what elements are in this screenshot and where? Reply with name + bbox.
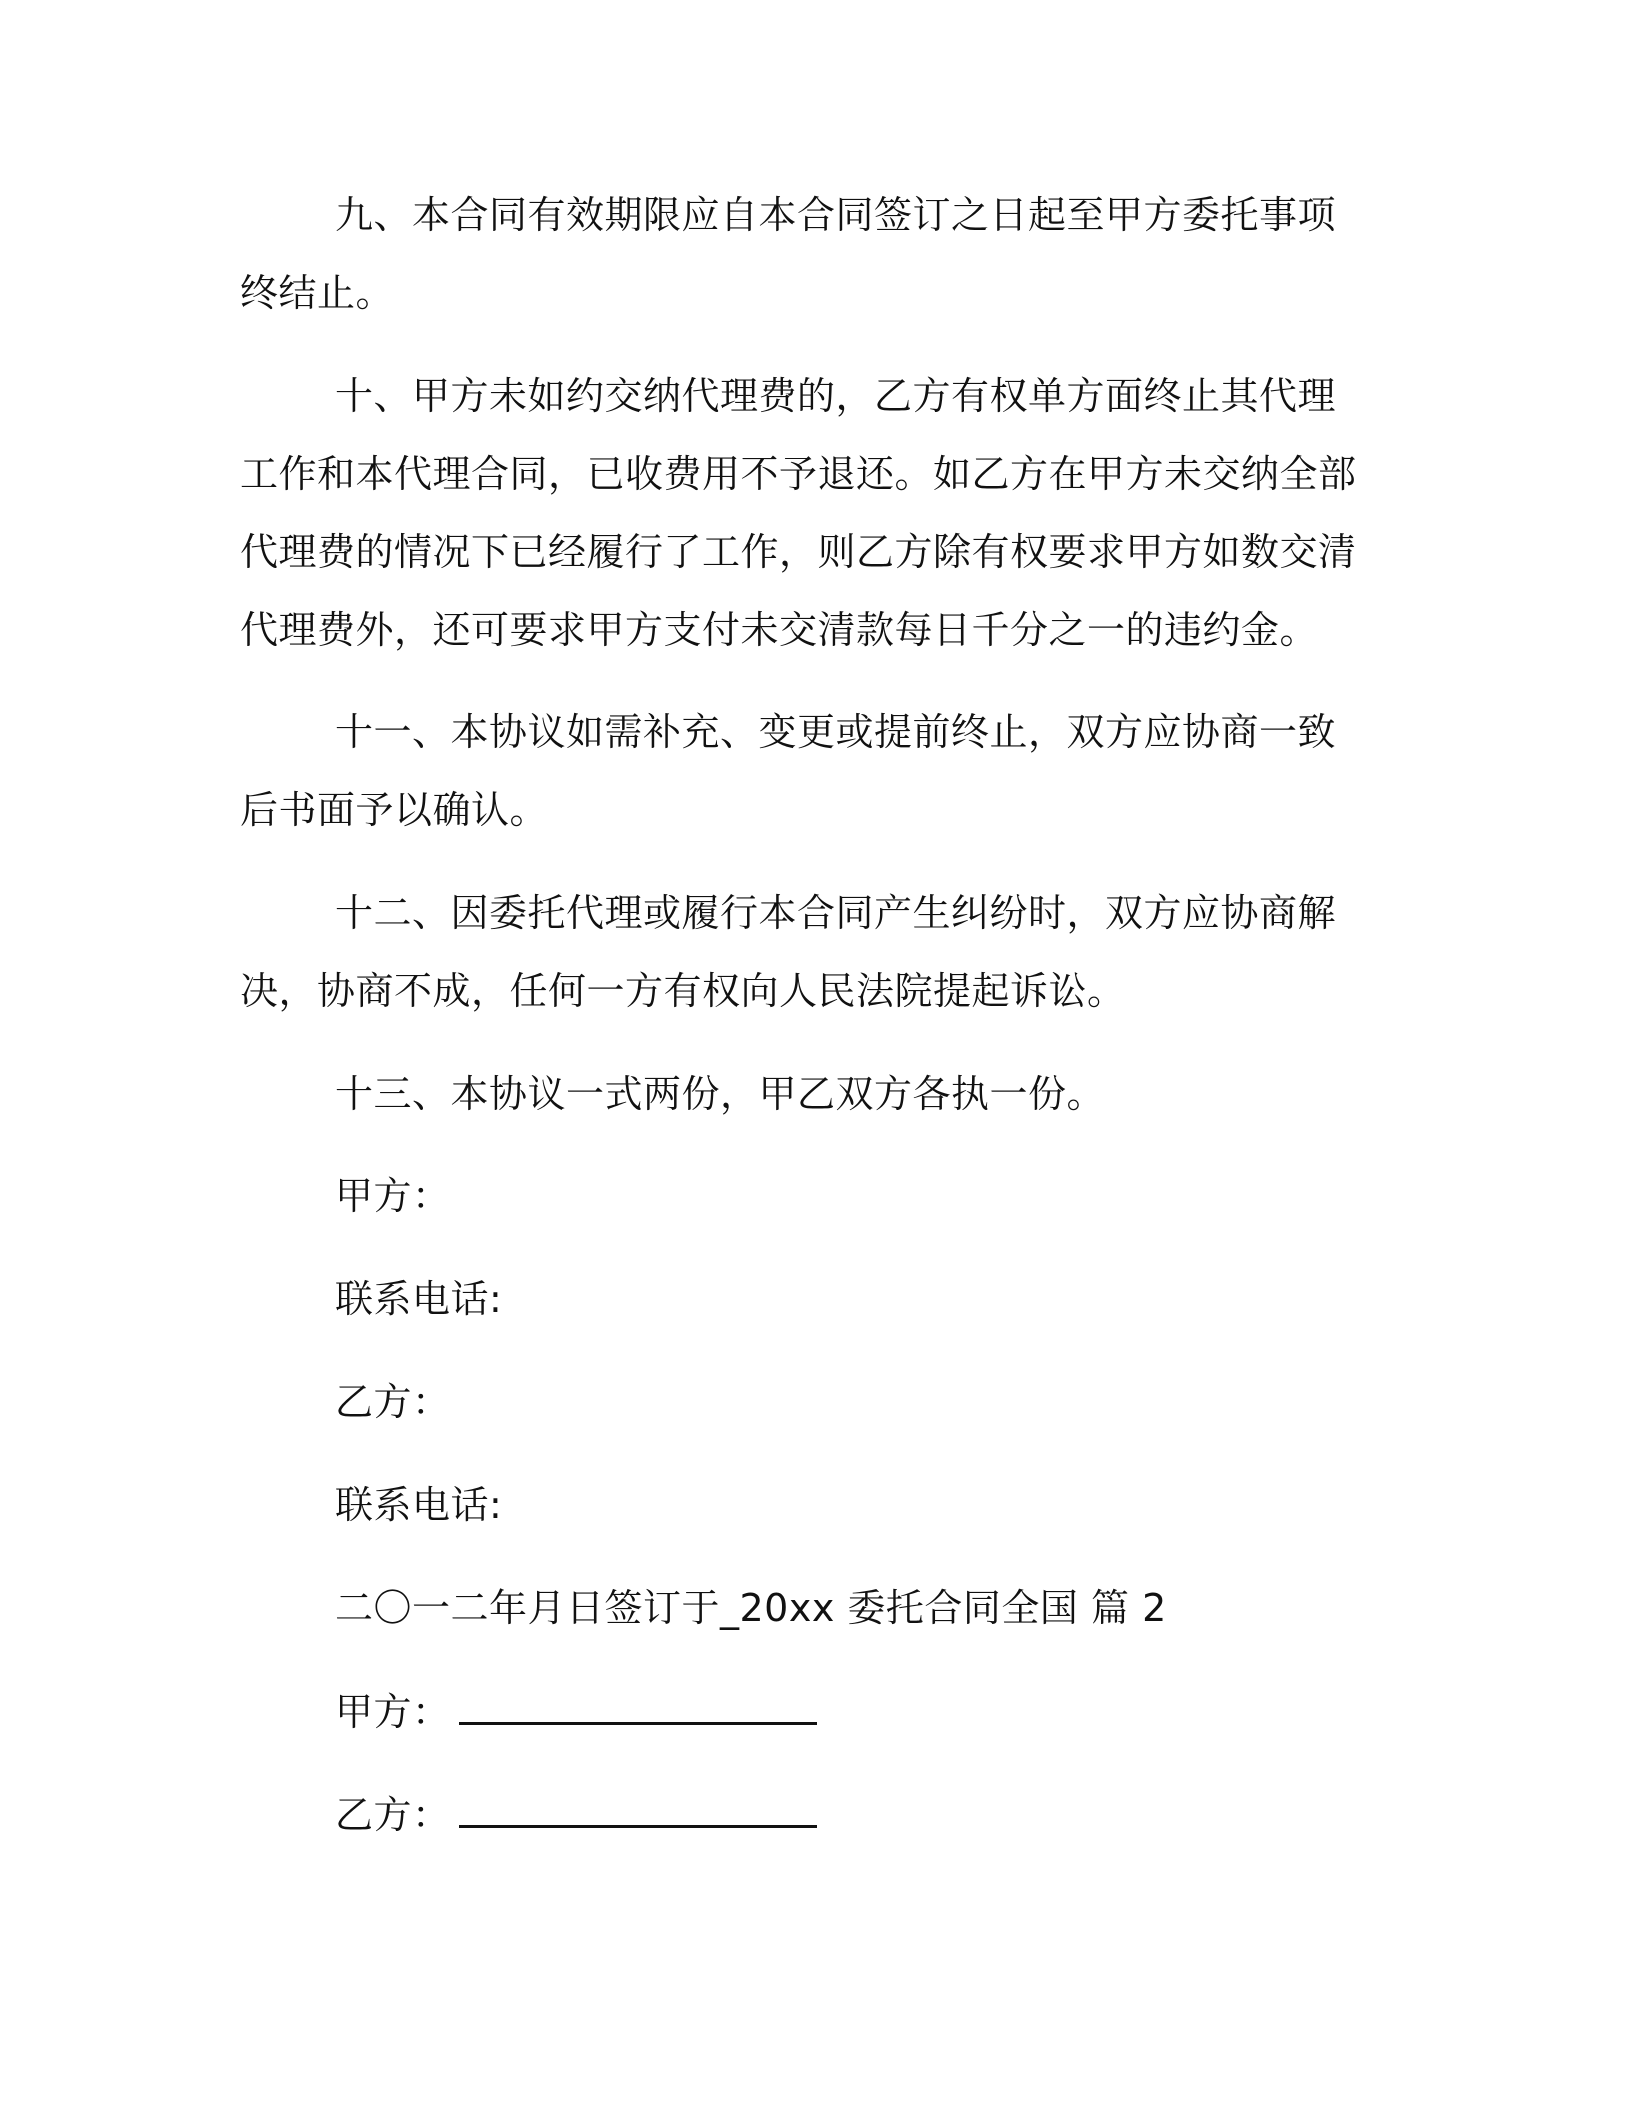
party-b-phone-label: 联系电话: [335,1483,503,1527]
second-contract-party-b [335,1776,817,1854]
party-b-label: 乙方： [335,1380,451,1424]
clause-10: 十、甲方未如约交纳代理费的，乙方有权单方面终止其代理工作和本代理合同，已收费用不予退还。如乙方在甲方未交纳全部代理费的情况下已经履行了工作，则乙方除有权要求甲方如数交清代理费外，还可要求甲方支付未交清款每日千分之一的违约金。 [240,374,1357,652]
second-contract-party-a [335,1673,817,1751]
clause-12: 十二、因委托代理或履行本合同产生纠纷时，双方应协商解决，协商不成，任何一方有权向人民法院提起诉讼。 [240,891,1337,1013]
signing-line: 二〇一二年月日签订于_20xx 委托合同全国 篇 2 [335,1586,1167,1630]
party-a-label: 甲方： [335,1174,451,1218]
clause-9: 九、本合同有效期限应自本合同签订之日起至甲方委托事项终结止。 [240,193,1337,315]
clause-13: 十三、本协议一式两份，甲乙双方各执一份。 [335,1072,1106,1116]
party-a-blank-line [459,1689,817,1725]
party-a-phone-label: 联系电话: [335,1277,503,1321]
second-contract-party-a-label: 甲方： [335,1690,451,1734]
clause-11: 十一、本协议如需补充、变更或提前终止，双方应协商一致后书面予以确认。 [240,710,1337,832]
second-contract-party-b-label: 乙方： [335,1793,451,1837]
party-b-blank-line [459,1792,817,1828]
